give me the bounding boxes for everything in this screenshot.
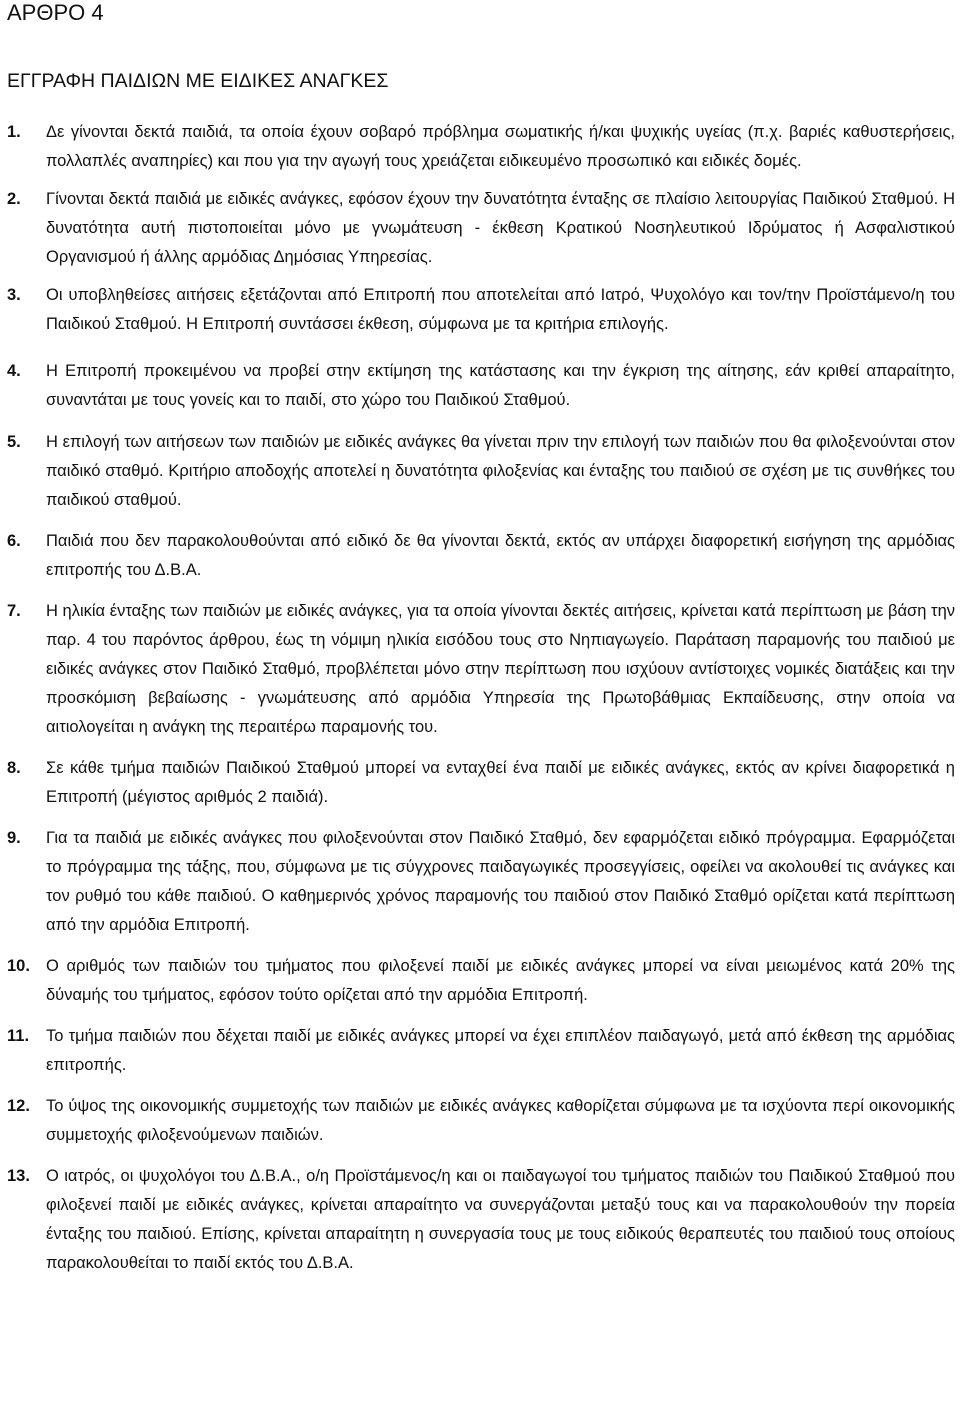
item-text: Σε κάθε τμήμα παιδιών Παιδικού Σταθμού μπορεί να ενταχθεί ένα παιδί με ειδικές ανάγκες, εκτός αν κρίνει διαφορετικά η Επιτροπή (μέγιστος αριθμός 2 παιδιά). xyxy=(46,759,955,806)
item-number: 2. xyxy=(7,190,21,208)
article-item-12 xyxy=(7,1092,955,1150)
article-item-10 xyxy=(7,952,955,1010)
item-text: Ο αριθμός των παιδιών του τμήματος που φιλοξενεί παιδί με ειδικές ανάγκες μπορεί να είναι μειωμένος κατά 20% της δύναμής του τμήματος, εφόσον τούτο ορίζεται από την αρμόδια Επιτροπή. xyxy=(46,957,955,1004)
article-item-13 xyxy=(7,1162,955,1278)
item-text: Δε γίνονται δεκτά παιδιά, τα οποία έχουν σοβαρό πρόβλημα σωματικής ή/και ψυχικής υγείας (π.χ. βαριές καθυστερήσεις, πολλαπλές αναπηρίες) και που για την αγωγή τους χρειάζεται ειδικευμένο προσωπικό και ειδικές δομές. xyxy=(46,123,955,170)
item-number: 1. xyxy=(7,123,21,141)
item-number: 7. xyxy=(7,602,21,620)
article-item-11 xyxy=(7,1022,955,1080)
article-items xyxy=(7,118,955,1278)
article-item-2 xyxy=(7,185,955,272)
item-text: Το ύψος της οικονομικής συμμετοχής των παιδιών με ειδικές ανάγκες καθορίζεται σύμφωνα με τα ισχύοντα περί οικονομικής συμμετοχής φιλοξενούμενων παιδιών. xyxy=(46,1097,955,1144)
item-number: 6. xyxy=(7,532,21,550)
item-text: Παιδιά που δεν παρακολουθούνται από ειδικό δε θα γίνονται δεκτά, εκτός αν υπάρχει διαφορετική εισήγηση της αρμόδιας επιτροπής του Δ.Β.Α. xyxy=(46,532,955,579)
item-number: 10. xyxy=(7,957,30,975)
article-subtitle: ΕΓΓΡΑΦΗ ΠΑΙΔΙΩΝ ΜΕ ΕΙΔΙΚΕΣ ΑΝΑΓΚΕΣ xyxy=(7,70,389,92)
item-text: Η ηλικία ένταξης των παιδιών με ειδικές ανάγκες, για τα οποία γίνονται δεκτές αιτήσεις, κρίνεται κατά περίπτωση με βάση την παρ. 4 του παρόντος άρθρου, έως τη νόμιμη ηλικία εισόδου τους στο Νηπιαγωγείο. Παράταση παραμονής του παιδιού με ειδικές ανάγκες στον Παιδικό Σταθμό, προβλέπεται μόνο στην περίπτωση που ισχύουν αντίστοιχες νομικές διατάξεις και την προσκόμιση βεβαίωσης - γνωμάτευσης από αρμόδια Υπηρεσία της Πρωτοβάθμιας Εκπαίδευσης, στην οποία να αιτιολογείται η ανάγκη της περαιτέρω παραμονής του. xyxy=(46,602,955,736)
item-text: Ο ιατρός, οι ψυχολόγοι του Δ.Β.Α., ο/η Προϊστάμενος/η και οι παιδαγωγοί του τμήματος παιδιών του Παιδικού Σταθμού που φιλοξενεί παιδί με ειδικές ανάγκες, κρίνεται απαραίτητο να συνεργάζονται μεταξύ τους και να παρακολουθούν την πορεία ένταξης του παιδιού. Επίσης, κρίνεται απαραίτητη η συνεργασία τους με τους ειδικούς θεραπευτές του παιδιού τους οποίους παρακολουθείται το παιδί εκτός του Δ.Β.Α. xyxy=(46,1167,955,1272)
item-text: Για τα παιδιά με ειδικές ανάγκες που φιλοξενούνται στον Παιδικό Σταθμό, δεν εφαρμόζεται ειδικό πρόγραμμα. Εφαρμόζεται το πρόγραμμα της τάξης, που, σύμφωνα με τις σύγχρονες παιδαγωγικές προσεγγίσεις, οφείλει να ακολουθεί τις ανάγκες και τον ρυθμό του κάθε παιδιού. Ο καθημερινός χρόνος παραμονής του παιδιού στον Παιδικό Σταθμό ορίζεται κατά περίπτωση από την αρμόδια Επιτροπή. xyxy=(46,829,955,934)
article-item-3 xyxy=(7,281,955,339)
item-number: 3. xyxy=(7,286,21,304)
article-title: ΑΡΘΡΟ 4 xyxy=(7,0,104,25)
item-number: 5. xyxy=(7,433,21,451)
article-item-9 xyxy=(7,824,955,940)
item-text: Η επιλογή των αιτήσεων των παιδιών με ειδικές ανάγκες θα γίνεται πριν την επιλογή των παιδιών που θα φιλοξενούνται στον παιδικό σταθμό. Κριτήριο αποδοχής αποτελεί η δυνατότητα φιλοξενίας και ένταξης του παιδιού σε σχέση με τις συνθήκες του παιδικού σταθμού. xyxy=(46,433,955,509)
article-item-6 xyxy=(7,527,955,585)
item-text: Το τμήμα παιδιών που δέχεται παιδί με ειδικές ανάγκες μπορεί να έχει επιπλέον παιδαγωγό, μετά από έκθεση της αρμόδιας επιτροπής. xyxy=(46,1027,955,1074)
item-number: 8. xyxy=(7,759,21,777)
item-text: Οι υποβληθείσες αιτήσεις εξετάζονται από Επιτροπή που αποτελείται από Ιατρό, Ψυχολόγο και τον/την Προϊστάμενο/η του Παιδικού Σταθμού. Η Επιτροπή συντάσσει έκθεση, σύμφωνα με τα κριτήρια επιλογής. xyxy=(46,286,955,333)
article-item-8 xyxy=(7,754,955,812)
item-text: Η Επιτροπή προκειμένου να προβεί στην εκτίμηση της κατάστασης και την έγκριση της αίτησης, εάν κριθεί απαραίτητο, συναντάται με τους γονείς και το παιδί, στο χώρο του Παιδικού Σταθμού. xyxy=(46,362,955,409)
article-item-7 xyxy=(7,597,955,742)
item-number: 9. xyxy=(7,829,21,847)
article-item-1 xyxy=(7,118,955,176)
item-number: 12. xyxy=(7,1097,30,1115)
item-number: 13. xyxy=(7,1167,30,1185)
item-text: Γίνονται δεκτά παιδιά με ειδικές ανάγκες, εφόσον έχουν την δυνατότητα ένταξης σε πλαίσιο λειτουργίας Παιδικού Σταθμού. Η δυνατότητα αυτή πιστοποιείται μόνο με γνωμάτευση - έκθεση Κρατικού Νοσηλευτικού Ιδρύματος ή Ασφαλιστικού Οργανισμού ή άλλης αρμόδιας Δημόσιας Υπηρεσίας. xyxy=(46,190,955,266)
item-number: 11. xyxy=(7,1027,30,1045)
article-item-5 xyxy=(7,428,955,515)
article-item-4 xyxy=(7,357,955,415)
item-number: 4. xyxy=(7,362,21,380)
